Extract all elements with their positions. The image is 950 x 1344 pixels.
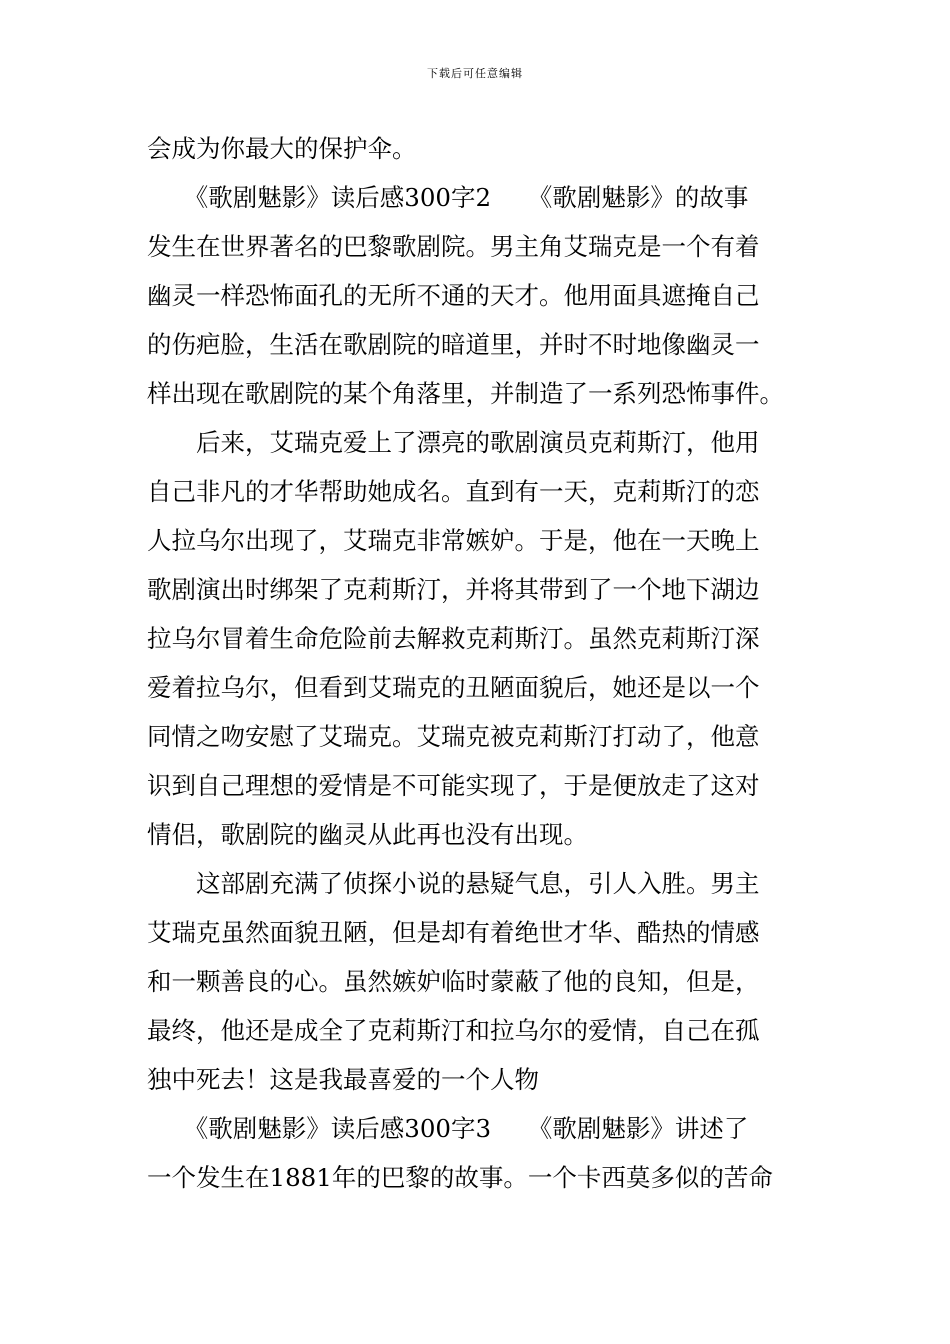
text-line: 同情之吻安慰了艾瑞克。艾瑞克被克莉斯汀打动了，他意 [147,722,760,751]
text-line: 的伤疤脸，生活在歌剧院的暗道里，并时不时地像幽灵一 [147,330,760,359]
text-line: 独中死去！这是我最喜爱的一个人物 [147,1065,539,1094]
body-text [147,124,807,1202]
text-line: 《歌剧魅影》读后感300字2 《歌剧魅影》的故事 [147,183,749,212]
text-line: 歌剧演出时绑架了克莉斯汀，并将其带到了一个地下湖边 [147,575,760,604]
text-line: 拉乌尔冒着生命危险前去解救克莉斯汀。虽然克莉斯汀深 [147,624,760,653]
text-line: 识到自己理想的爱情是不可能实现了，于是便放走了这对 [147,771,760,800]
text-line: 艾瑞克虽然面貌丑陋，但是却有着绝世才华、酷热的情感 [147,918,760,947]
page-header: 下载后可任意编辑 [427,67,523,80]
text-line: 这部剧充满了侦探小说的悬疑气息，引人入胜。男主 [147,869,760,898]
text-line: 样出现在歌剧院的某个角落里，并制造了一系列恐怖事件。 [147,379,784,408]
text-line: 情侣，歌剧院的幽灵从此再也没有出现。 [147,820,588,849]
text-line: 人拉乌尔出现了，艾瑞克非常嫉妒。于是，他在一天晚上 [147,526,760,555]
text-line: 会成为你最大的保护伞。 [147,134,417,163]
text-line: 和一颗善良的心。虽然嫉妒临时蒙蔽了他的良知，但是， [147,967,760,996]
text-line: 幽灵一样恐怖面孔的无所不通的天才。他用面具遮掩自己 [147,281,760,310]
text-line: 发生在世界著名的巴黎歌剧院。男主角艾瑞克是一个有着 [147,232,760,261]
text-line: 爱着拉乌尔，但看到艾瑞克的丑陋面貌后，她还是以一个 [147,673,760,702]
text-line: 最终，他还是成全了克莉斯汀和拉乌尔的爱情，自己在孤 [147,1016,760,1045]
text-line: 自己非凡的才华帮助她成名。直到有一天，克莉斯汀的恋 [147,477,760,506]
text-line: 后来，艾瑞克爱上了漂亮的歌剧演员克莉斯汀，他用 [147,428,760,457]
text-line: 一个发生在1881年的巴黎的故事。一个卡西莫多似的苦命 [147,1163,773,1192]
text-line: 《歌剧魅影》读后感300字3 《歌剧魅影》讲述了 [147,1114,749,1143]
